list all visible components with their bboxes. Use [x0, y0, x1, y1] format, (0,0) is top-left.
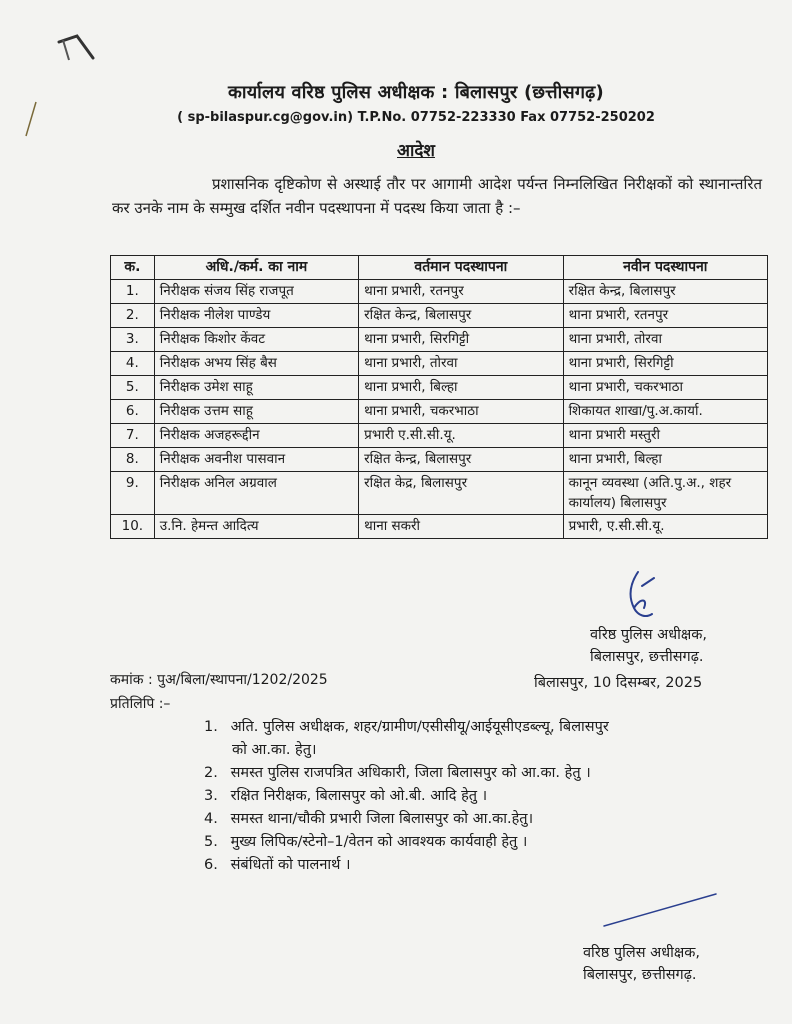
cell-name: निरीक्षक अभय सिंह बैस	[154, 352, 358, 376]
cell-sn: 4.	[111, 352, 155, 376]
list-item	[204, 854, 764, 877]
cell-name: निरीक्षक किशोर केंवट	[154, 328, 358, 352]
cell-new-posting: थाना प्रभारी, तोरवा	[563, 328, 767, 352]
cell-name: निरीक्षक अवनीश पासवान	[154, 448, 358, 472]
cell-current-posting: रक्षित केद्र, बिलासपुर	[359, 472, 563, 515]
order-heading-text: आदेश	[397, 141, 435, 161]
list-item	[204, 785, 764, 808]
table-row	[111, 424, 768, 448]
cell-sn: 9.	[111, 472, 155, 515]
signatory-block-top	[590, 624, 707, 668]
cell-name: निरीक्षक संजय सिंह राजपूत	[154, 280, 358, 304]
office-title: कार्यालय वरिष्ठ पुलिस अधीक्षक : बिलासपुर (छत्तीसगढ़)	[228, 82, 604, 103]
cell-current-posting: थाना प्रभारी, चकरभाठा	[359, 400, 563, 424]
order-heading	[0, 138, 792, 161]
signatory-location: बिलासपुर, छत्तीसगढ़.	[583, 967, 697, 983]
cell-current-posting: प्रभारी ए.सी.सी.यू.	[359, 424, 563, 448]
table-row	[111, 304, 768, 328]
cell-sn: 5.	[111, 376, 155, 400]
col-header-name: अधि./कर्म. का नाम	[154, 256, 358, 280]
cell-current-posting: थाना सकरी	[359, 515, 563, 539]
list-item-text: रक्षित निरीक्षक, बिलासपुर को ओ.बी. आदि हेतु ।	[230, 788, 488, 804]
cell-name: निरीक्षक अनिल अग्रवाल	[154, 472, 358, 515]
cell-new-posting: थाना प्रभारी, रतनपुर	[563, 304, 767, 328]
cell-new-posting: थाना प्रभारी, बिल्हा	[563, 448, 767, 472]
cell-current-posting: थाना प्रभारी, रतनपुर	[359, 280, 563, 304]
order-intro: प्रशासनिक दृष्टिकोण से अस्थाई तौर पर आगामी आदेश पर्यन्त निम्नलिखित निरीक्षकों को स्थानान्तरित कर उनके नाम के सम्मुख दर्शित नवीन पदस्थापना में पदस्थ किया जाता है :–	[112, 175, 762, 217]
table-header-row	[111, 256, 768, 280]
table-row	[111, 280, 768, 304]
cell-name: निरीक्षक उमेश साहू	[154, 376, 358, 400]
copy-list	[204, 716, 764, 877]
handwritten-signature	[620, 568, 670, 628]
list-item	[204, 762, 764, 785]
list-item-text: समस्त थाना/चौकी प्रभारी जिला बिलासपुर को आ.का.हेतु।	[230, 811, 534, 827]
table-row	[111, 472, 768, 515]
cell-sn: 2.	[111, 304, 155, 328]
cell-sn: 6.	[111, 400, 155, 424]
cell-current-posting: थाना प्रभारी, सिरगिट्टी	[359, 328, 563, 352]
cell-sn: 10.	[111, 515, 155, 539]
cell-new-posting: रक्षित केन्द्र, बिलासपुर	[563, 280, 767, 304]
signatory-block-bottom	[583, 942, 700, 986]
cell-sn: 3.	[111, 328, 155, 352]
signatory-designation: वरिष्ठ पुलिस अधीक्षक,	[583, 945, 701, 961]
list-item	[204, 808, 764, 831]
list-item-number: 6.	[204, 857, 218, 873]
cell-name: निरीक्षक उत्तम साहू	[154, 400, 358, 424]
cell-new-posting: प्रभारी, ए.सी.सी.यू.	[563, 515, 767, 539]
col-header-sn: क.	[111, 256, 155, 280]
list-item-number: 3.	[204, 788, 218, 804]
transfer-table	[110, 255, 768, 539]
cell-name: निरीक्षक नीलेश पाण्डेय	[154, 304, 358, 328]
list-item-number: 5.	[204, 834, 218, 850]
office-contact: ( sp-bilaspur.cg@gov.in) T.P.No. 07752-223330 Fax 07752-250202	[177, 110, 655, 125]
list-item	[204, 831, 764, 854]
cell-new-posting: कानून व्यवस्था (अति.पु.अ., शहर कार्यालय) बिलासपुर	[563, 472, 767, 515]
table-row	[111, 448, 768, 472]
cell-new-posting: शिकायत शाखा/पु.अ.कार्या.	[563, 400, 767, 424]
cell-current-posting: थाना प्रभारी, तोरवा	[359, 352, 563, 376]
cell-sn: 8.	[111, 448, 155, 472]
col-header-new-posting: नवीन पदस्थापना	[563, 256, 767, 280]
cell-current-posting: रक्षित केन्द्र, बिलासपुर	[359, 304, 563, 328]
cell-current-posting: थाना प्रभारी, बिल्हा	[359, 376, 563, 400]
list-item-number: 2.	[204, 765, 218, 781]
pen-stroke-line	[600, 890, 720, 930]
list-item-text: मुख्य लिपिक/स्टेनो–1/वेतन को आवश्यक कार्यवाही हेतु ।	[230, 834, 528, 850]
reference-number: कमांक : पुअ/बिला/स्थापना/1202/2025	[110, 672, 328, 688]
cell-sn: 1.	[111, 280, 155, 304]
cell-name: उ.नि. हेमन्त आदित्य	[154, 515, 358, 539]
cell-name: निरीक्षक अजहरूद्दीन	[154, 424, 358, 448]
cell-current-posting: रक्षित केन्द्र, बिलासपुर	[359, 448, 563, 472]
table-row	[111, 400, 768, 424]
copy-to-label: प्रतिलिपि :–	[110, 696, 171, 712]
cell-new-posting: थाना प्रभारी मस्तुरी	[563, 424, 767, 448]
table-row	[111, 376, 768, 400]
list-item	[204, 716, 764, 739]
reference-date: बिलासपुर, 10 दिसम्बर, 2025	[534, 675, 703, 691]
list-item-text: अति. पुलिस अधीक्षक, शहर/ग्रामीण/एसीसीयू/आईयूसीएडब्ल्यू, बिलासपुर	[230, 719, 609, 735]
cell-sn: 7.	[111, 424, 155, 448]
list-item-text: संबंधितों को पालनार्थ ।	[230, 857, 351, 873]
table-row	[111, 352, 768, 376]
list-item-text: समस्त पुलिस राजपत्रित अधिकारी, जिला बिलासपुर को आ.का. हेतु ।	[230, 765, 591, 781]
signatory-location: बिलासपुर, छत्तीसगढ़.	[590, 649, 704, 665]
staple-icon	[55, 30, 105, 70]
list-item-number: 4.	[204, 811, 218, 827]
table-row	[111, 328, 768, 352]
col-header-current-posting: वर्तमान पदस्थापना	[359, 256, 563, 280]
table-row	[111, 515, 768, 539]
cell-new-posting: थाना प्रभारी, सिरगिट्टी	[563, 352, 767, 376]
signatory-designation: वरिष्ठ पुलिस अधीक्षक,	[590, 627, 708, 643]
cell-new-posting: थाना प्रभारी, चकरभाठा	[563, 376, 767, 400]
list-item-number: 1.	[204, 719, 218, 735]
list-item-continuation: को आ.का. हेतु।	[232, 742, 317, 758]
